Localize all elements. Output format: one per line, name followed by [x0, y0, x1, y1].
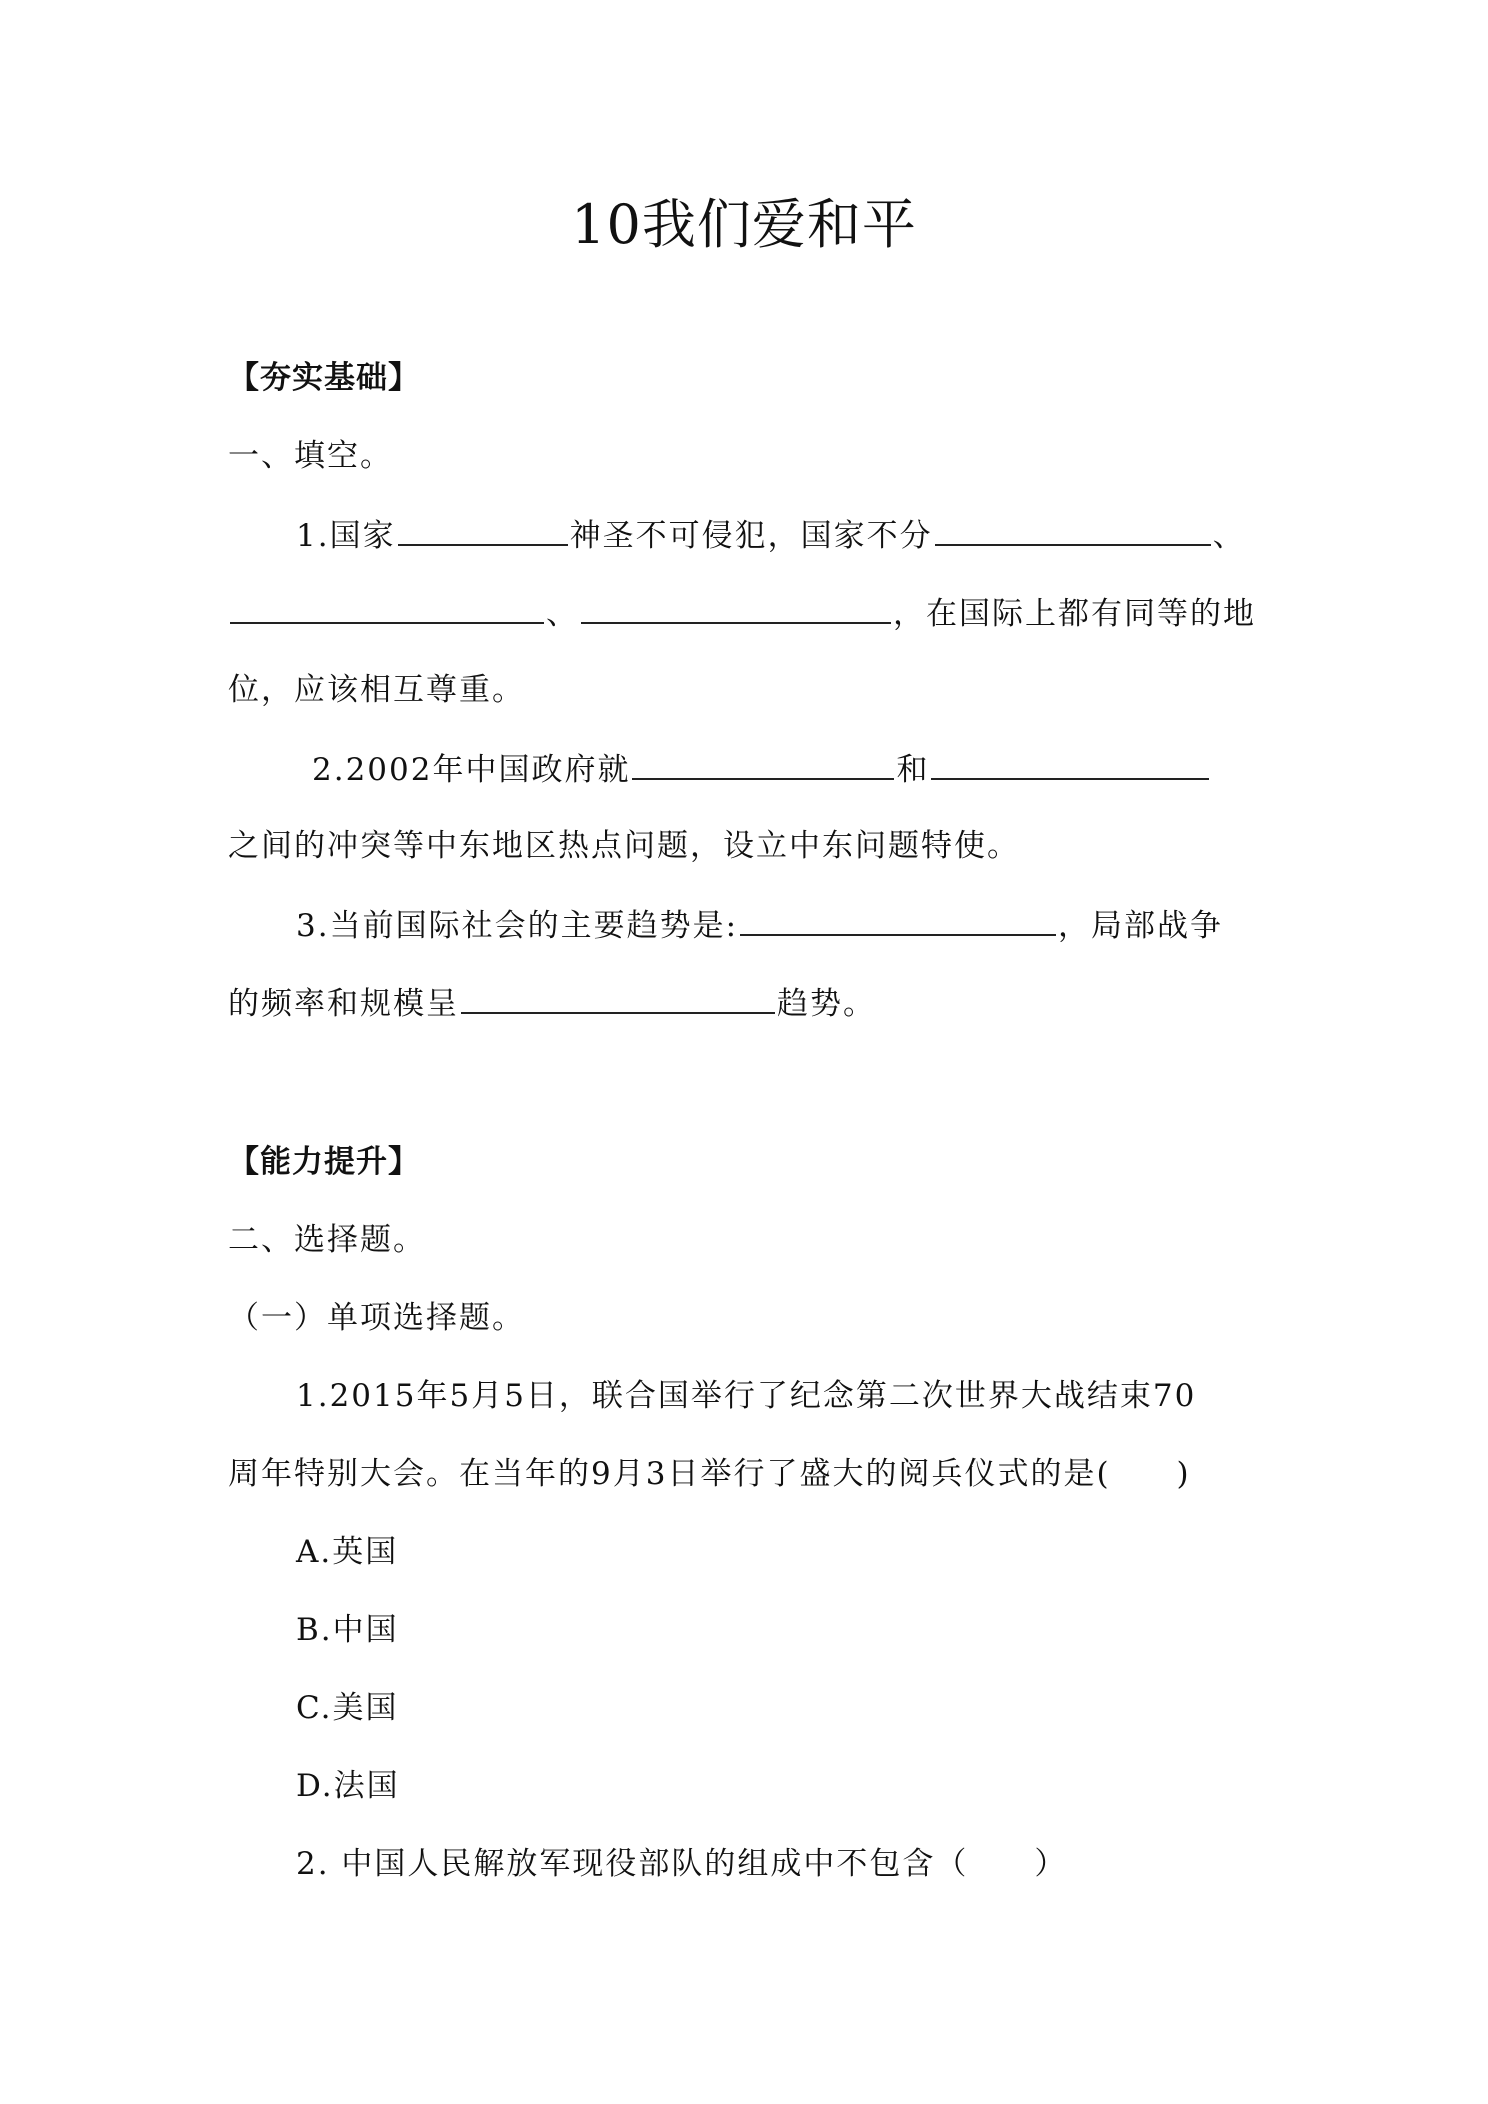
question-1-line-2	[228, 590, 1256, 636]
choice-question-1-line-2: 周年特别大会。在当年的9月3日举行了盛大的阅兵仪式的是( )	[228, 1456, 1191, 1492]
section-heading-basics: 【夯实基础】	[228, 360, 420, 396]
answer-blank	[632, 746, 894, 780]
answer-blank	[230, 590, 544, 624]
part-heading-fill-blank: 一、填空。	[228, 438, 393, 474]
q3-text-b: ，局部战争	[1058, 908, 1224, 944]
section-heading-improvement: 【能力提升】	[228, 1144, 420, 1180]
question-3-line-1	[296, 902, 1223, 948]
q2-text-b: 和	[896, 752, 930, 788]
question-1-line-3: 位，应该相互尊重。	[228, 672, 525, 708]
q1-text-b: 神圣不可侵犯，国家不分	[569, 518, 933, 554]
page-title: 10我们爱和平	[571, 193, 917, 256]
option-d: D.法国	[296, 1768, 400, 1804]
sub-heading-single-choice: （一）单项选择题。	[228, 1300, 525, 1336]
q1-text-c: 、	[1212, 518, 1246, 554]
answer-blank	[935, 512, 1211, 546]
question-3-line-2	[228, 980, 876, 1026]
q1-text-e: ，在国际上都有同等的地	[893, 596, 1256, 632]
choice-question-1-line-1: 1.2015年5月5日，联合国举行了纪念第二次世界大战结束70	[296, 1378, 1197, 1414]
q3-text-d: 趋势。	[777, 986, 876, 1022]
question-2-line-2: 之间的冲突等中东地区热点问题，设立中东问题特使。	[228, 828, 1020, 864]
option-c: C.美国	[296, 1690, 399, 1726]
q2-text-a: 2.2002年中国政府就	[312, 752, 631, 788]
answer-blank	[931, 746, 1209, 780]
q1-text-d: 、	[546, 596, 579, 632]
question-2-line-1	[312, 746, 1211, 792]
q1-text-a: 1.国家	[296, 518, 396, 554]
q3-text-a: 3.当前国际社会的主要趋势是:	[296, 908, 739, 944]
q3-text-c: 的频率和规模呈	[228, 986, 459, 1022]
question-1-line-1	[296, 512, 1246, 558]
option-a: A.英国	[296, 1534, 399, 1570]
answer-blank	[581, 590, 891, 624]
answer-blank	[461, 980, 775, 1014]
option-b: B.中国	[296, 1612, 399, 1648]
choice-question-2-line-1: 2. 中国人民解放军现役部队的组成中不包含（ ）	[296, 1846, 1068, 1882]
part-heading-choice: 二、选择题。	[228, 1222, 426, 1258]
answer-blank	[740, 902, 1056, 936]
answer-blank	[398, 512, 568, 546]
